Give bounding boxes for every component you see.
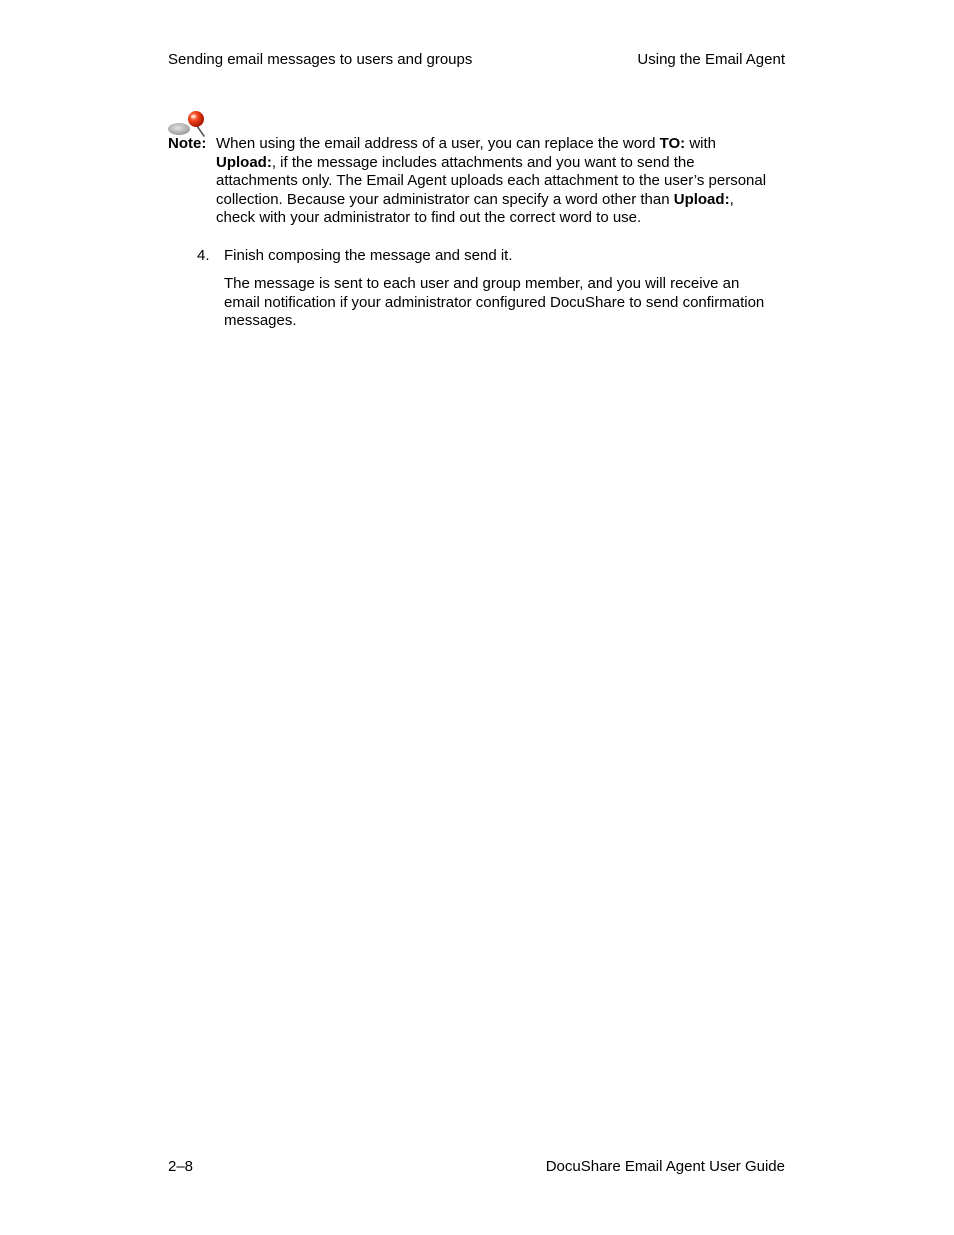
note-text-segment: When using the email address of a user, you can replace the word (216, 135, 660, 152)
step-detail-line: messages. (224, 312, 297, 330)
note-line (216, 135, 796, 154)
note-text-segment: collection. Because your administrator can specify a word other than (216, 190, 674, 208)
note-keyword-upload: Upload: (673, 190, 730, 208)
note-text-segment: , (729, 190, 734, 208)
note-keyword-to: TO: (659, 135, 686, 152)
running-header-chapter: Using the Email Agent (637, 51, 785, 68)
note-keyword-upload: Upload: (216, 153, 272, 171)
step-text: Finish composing the message and send it. (224, 247, 513, 264)
note-line: check with your administrator to find out the correct word to use. (216, 209, 642, 227)
note-line: attachments only. The Email Agent uploads each attachment to the user’s personal (216, 172, 767, 190)
step-detail-line: email notification if your administrator configured DocuShare to send confirmation (224, 293, 765, 311)
step-detail-line: The message is sent to each user and group member, and you will receive an (224, 275, 740, 292)
step-detail (224, 275, 804, 331)
pushpin-note-icon (167, 110, 207, 138)
page-number: 2–8 (168, 1158, 194, 1175)
note-text (216, 135, 796, 228)
note-line (216, 191, 796, 210)
step-number: 4. (197, 247, 210, 264)
note-label: Note: (168, 135, 207, 152)
note-text-segment: with (685, 135, 716, 152)
note-text-segment: , if the message includes attachments and you want to send the (271, 153, 695, 171)
running-header-section: Sending email messages to users and groups (168, 51, 473, 68)
document-title: DocuShare Email Agent User Guide (545, 1158, 785, 1175)
note-line (216, 154, 796, 173)
